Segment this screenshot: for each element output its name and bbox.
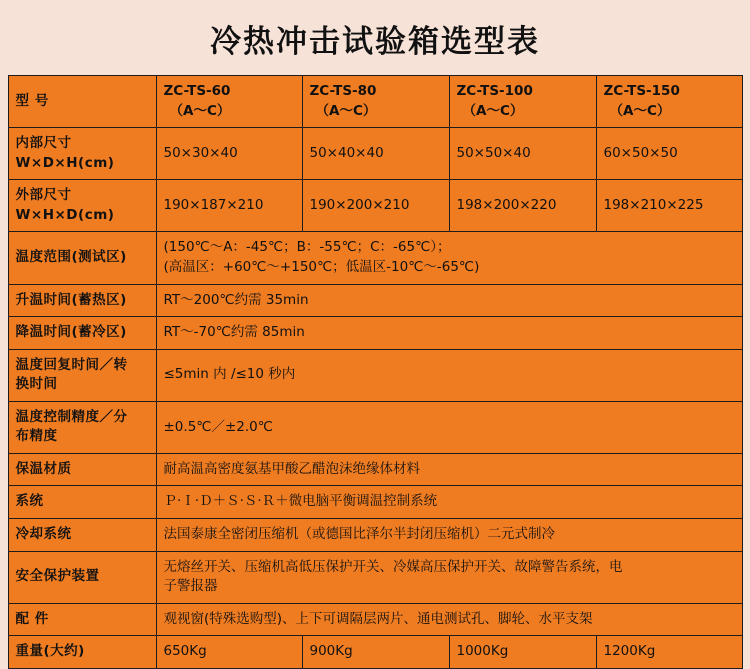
table-row xyxy=(8,232,742,284)
insulation-material-value: 耐高温高密度氨基甲酸乙醋泡沫绝缘体材料 xyxy=(156,453,742,486)
external-size-2: 190×200×210 xyxy=(302,180,449,232)
internal-size-3: 50×50×40 xyxy=(449,128,596,180)
system-value: Ｐ·Ｉ·Ｄ＋Ｓ·Ｓ·Ｒ＋微电脑平衡调温控制系统 xyxy=(156,486,742,519)
row-label-heating-time: 升温时间(蓄热区) xyxy=(8,284,156,317)
internal-size-4: 60×50×50 xyxy=(596,128,742,180)
row-label-model: 型 号 xyxy=(8,76,156,128)
row-label-cooling-time: 降温时间(蓄冷区) xyxy=(8,317,156,350)
row-label-safety-protection: 安全保护装置 xyxy=(8,551,156,603)
weight-1: 650Kg xyxy=(156,636,302,669)
accessories-value: 观视窗(特殊选购型)、上下可调隔层两片、通电测试孔、脚轮、水平支架 xyxy=(156,603,742,636)
external-size-4: 198×210×225 xyxy=(596,180,742,232)
external-size-3: 198×200×220 xyxy=(449,180,596,232)
heating-time-value: RT～200℃约需 35min xyxy=(156,284,742,317)
row-label-accessories: 配 件 xyxy=(8,603,156,636)
row-label-temperature-range: 温度范围(测试区) xyxy=(8,232,156,284)
table-row xyxy=(8,519,742,552)
row-label-system: 系统 xyxy=(8,486,156,519)
internal-size-1: 50×30×40 xyxy=(156,128,302,180)
table-row xyxy=(8,603,742,636)
weight-2: 900Kg xyxy=(302,636,449,669)
table-row xyxy=(8,180,742,232)
table-row xyxy=(8,401,742,453)
row-label-insulation-material: 保温材质 xyxy=(8,453,156,486)
row-label-cooling-system: 冷却系统 xyxy=(8,519,156,552)
control-accuracy-value: ±0.5℃／±2.0℃ xyxy=(156,401,742,453)
table-row xyxy=(8,486,742,519)
table-body xyxy=(8,76,742,669)
model-cell-3: ZC-TS-100 （A～C） xyxy=(449,76,596,128)
external-size-1: 190×187×210 xyxy=(156,180,302,232)
cooling-time-value: RT～-70℃约需 85min xyxy=(156,317,742,350)
table-row xyxy=(8,76,742,128)
table-row xyxy=(8,317,742,350)
specification-table xyxy=(8,75,743,669)
row-label-internal-size: 内部尺寸 W×D×H(cm) xyxy=(8,128,156,180)
page-title: 冷热冲击试验箱选型表 xyxy=(210,24,540,60)
model-cell-2: ZC-TS-80 （A～C） xyxy=(302,76,449,128)
table-row xyxy=(8,453,742,486)
table-row xyxy=(8,636,742,669)
table-row xyxy=(8,284,742,317)
temperature-range-value: (150℃～A：-45℃；B：-55℃；C：-65℃）； (高温区：+60℃～+150℃；低温区-10℃～-65℃) xyxy=(156,232,742,284)
row-label-recovery-time: 温度回复时间／转 换时间 xyxy=(8,349,156,401)
model-cell-4: ZC-TS-150 （A～C） xyxy=(596,76,742,128)
weight-3: 1000Kg xyxy=(449,636,596,669)
weight-4: 1200Kg xyxy=(596,636,742,669)
table-row xyxy=(8,349,742,401)
row-label-external-size: 外部尺寸 W×H×D(cm) xyxy=(8,180,156,232)
cooling-system-value: 法国泰康全密闭压缩机（或德国比泽尔半封闭压缩机）二元式制冷 xyxy=(156,519,742,552)
model-cell-1: ZC-TS-60 （A～C） xyxy=(156,76,302,128)
table-row xyxy=(8,128,742,180)
internal-size-2: 50×40×40 xyxy=(302,128,449,180)
row-label-weight: 重量(大约) xyxy=(8,636,156,669)
row-label-control-accuracy: 温度控制精度／分 布精度 xyxy=(8,401,156,453)
recovery-time-value: ≤5min 内 /≤10 秒内 xyxy=(156,349,742,401)
safety-protection-value: 无熔丝开关、压缩机高低压保护开关、冷媒高压保护开关、故障警告系统，电 子警报器 xyxy=(156,551,742,603)
table-row xyxy=(8,551,742,603)
